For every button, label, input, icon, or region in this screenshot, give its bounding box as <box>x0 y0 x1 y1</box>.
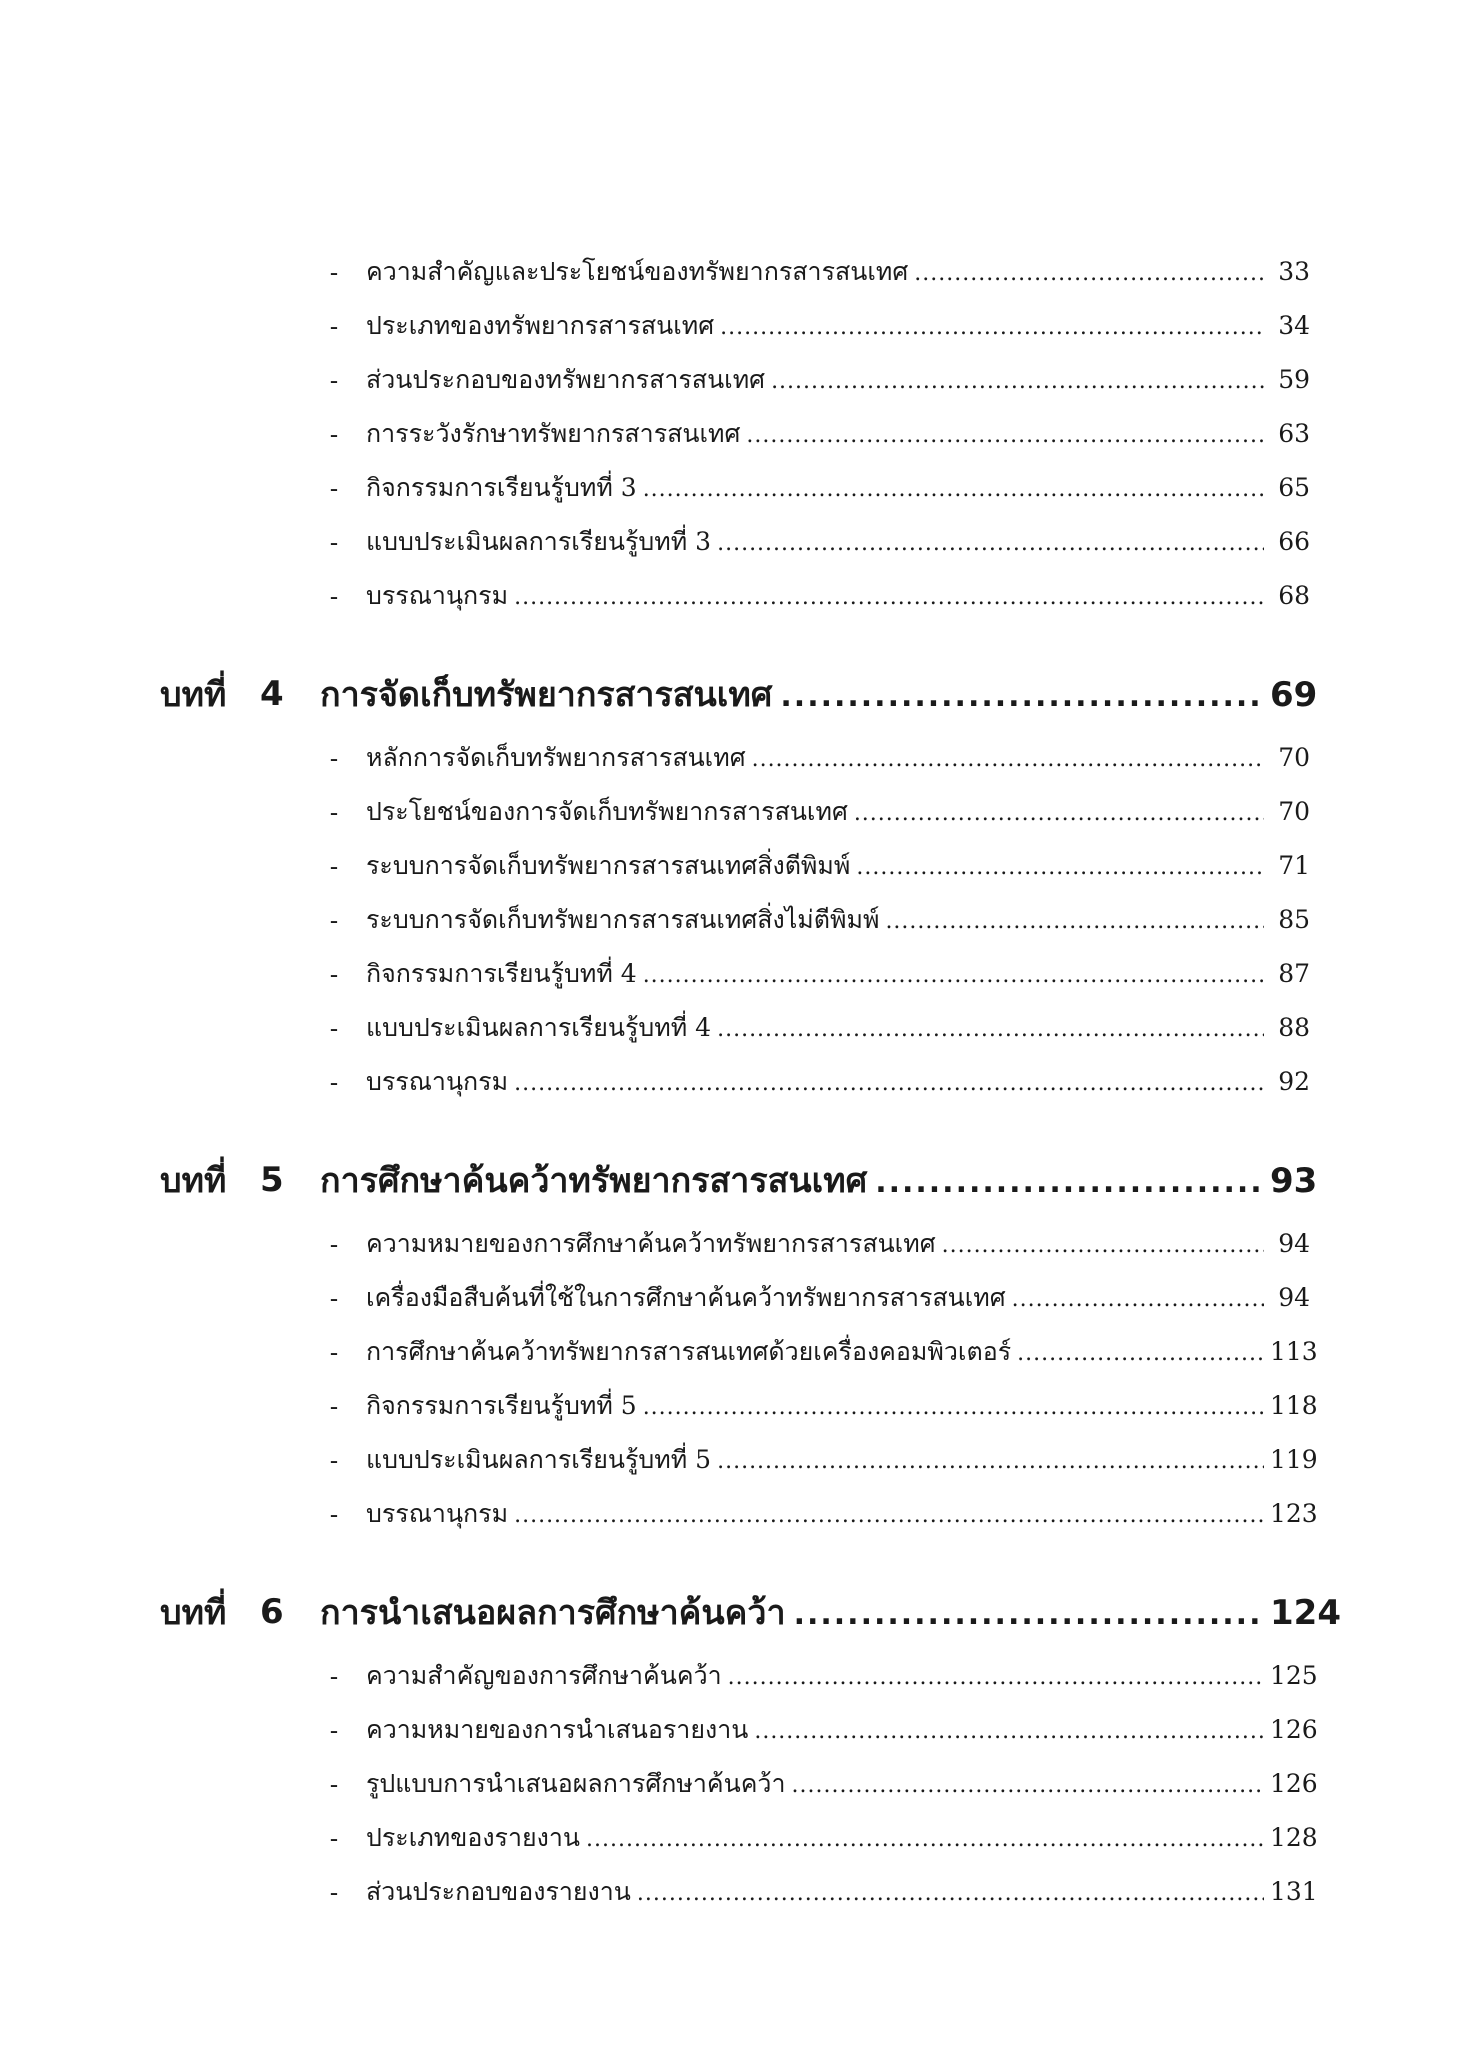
toc-item-page: 123 <box>1270 1499 1318 1528</box>
toc-item-title: การศึกษาค้นคว้าทรัพยากรสารสนเทศด้วยเครื่องคอมพิวเตอร์ <box>366 1337 1012 1366</box>
toc-item[interactable] <box>160 1055 1310 1109</box>
bullet-dash: - <box>329 419 339 449</box>
chapter-heading[interactable] <box>160 657 1318 731</box>
bullet-dash: - <box>329 1337 339 1367</box>
toc-item-title: การระวังรักษาทรัพยากรสารสนเทศ <box>366 419 741 448</box>
bullet-dash: - <box>329 1499 339 1529</box>
bullet-dash: - <box>329 527 339 557</box>
bullet-dash: - <box>329 905 339 935</box>
chapter-heading[interactable] <box>160 1575 1341 1649</box>
toc-item-title: ส่วนประกอบของทรัพยากรสารสนเทศ <box>366 365 766 394</box>
chapter-heading[interactable] <box>160 1143 1318 1217</box>
toc-item-page: 128 <box>1270 1823 1318 1852</box>
toc-item-title: แบบประเมินผลการเรียนรู้บทที่ 3 <box>366 527 712 556</box>
toc-item-title: ประเภทของรายงาน <box>366 1823 580 1852</box>
dot-leader <box>794 1597 1262 1632</box>
toc-item-title: กิจกรรมการเรียนรู้บทที่ 3 <box>366 473 637 502</box>
chapter-number: 5 <box>260 1160 284 1200</box>
dot-leader <box>854 801 1264 826</box>
dot-leader <box>914 261 1264 286</box>
dot-leader <box>771 369 1264 394</box>
toc-item[interactable] <box>160 461 1310 515</box>
toc-item-page: 126 <box>1270 1715 1318 1744</box>
chapter-3-items <box>160 245 1310 623</box>
chapter-number: 4 <box>260 674 284 714</box>
toc-item-page: 126 <box>1270 1769 1318 1798</box>
toc-item-page: 33 <box>1278 257 1310 286</box>
dot-leader <box>637 1881 1264 1906</box>
toc-item[interactable] <box>160 893 1310 947</box>
toc-item-title: เครื่องมือสืบค้นที่ใช้ในการศึกษาค้นคว้าทรัพยากรสารสนเทศ <box>366 1283 1006 1312</box>
bullet-dash: - <box>329 1229 339 1259</box>
toc-item-page: 92 <box>1278 1067 1310 1096</box>
chapter-number: 6 <box>260 1592 284 1632</box>
toc-item-title: ความสำคัญของการศึกษาค้นคว้า <box>366 1661 722 1690</box>
toc-item[interactable] <box>160 1487 1318 1541</box>
bullet-dash: - <box>329 311 339 341</box>
toc-item[interactable] <box>160 1379 1318 1433</box>
chapter-title: การศึกษาค้นคว้าทรัพยากรสารสนเทศ <box>320 1161 868 1201</box>
chapter-title: การนำเสนอผลการศึกษาค้นคว้า <box>320 1593 786 1633</box>
dot-leader <box>780 679 1262 714</box>
toc-item-page: 88 <box>1278 1013 1310 1042</box>
toc-item[interactable] <box>160 1325 1318 1379</box>
dot-leader <box>885 909 1264 934</box>
bullet-dash: - <box>329 1715 339 1745</box>
bullet-dash: - <box>329 1067 339 1097</box>
toc-item[interactable] <box>160 947 1310 1001</box>
chapter-label: บทที่ <box>160 1161 227 1201</box>
chapter-page: 124 <box>1270 1593 1341 1633</box>
bullet-dash: - <box>329 959 339 989</box>
toc-item-page: 59 <box>1278 365 1310 394</box>
toc-item[interactable] <box>160 1865 1318 1919</box>
dot-leader <box>717 531 1264 556</box>
toc-item[interactable] <box>160 1703 1318 1757</box>
dot-leader <box>942 1233 1264 1258</box>
bullet-dash: - <box>329 1823 339 1853</box>
dot-leader <box>752 747 1264 772</box>
bullet-dash: - <box>329 851 339 881</box>
bullet-dash: - <box>329 257 339 287</box>
toc-item-page: 131 <box>1270 1877 1318 1906</box>
table-of-contents <box>160 245 1341 1919</box>
bullet-dash: - <box>329 1013 339 1043</box>
toc-item-page: 70 <box>1278 797 1310 826</box>
dot-leader <box>728 1665 1264 1690</box>
toc-item-title: กิจกรรมการเรียนรู้บทที่ 5 <box>366 1391 637 1420</box>
toc-item[interactable] <box>160 1001 1310 1055</box>
dot-leader <box>643 963 1264 988</box>
toc-item[interactable] <box>160 1433 1318 1487</box>
toc-item-page: 94 <box>1278 1283 1310 1312</box>
dot-leader <box>514 1071 1264 1096</box>
toc-item-title: ความหมายของการศึกษาค้นคว้าทรัพยากรสารสนเทศ <box>366 1229 936 1258</box>
dot-leader <box>720 315 1264 340</box>
toc-item-title: หลักการจัดเก็บทรัพยากรสารสนเทศ <box>366 743 746 772</box>
toc-item-page: 94 <box>1278 1229 1310 1258</box>
toc-item[interactable] <box>160 1271 1310 1325</box>
dot-leader <box>856 855 1264 880</box>
toc-item-title: ความหมายของการนำเสนอรายงาน <box>366 1715 749 1744</box>
bullet-dash: - <box>329 1445 339 1475</box>
toc-item-title: บรรณานุกรม <box>366 1499 509 1528</box>
bullet-dash: - <box>329 365 339 395</box>
toc-item-title: ประโยชน์ของการจัดเก็บทรัพยากรสารสนเทศ <box>366 797 848 826</box>
chapter-label: บทที่ <box>160 1593 227 1633</box>
dot-leader <box>875 1165 1262 1200</box>
toc-item-title: รูปแบบการนำเสนอผลการศึกษาค้นคว้า <box>366 1769 786 1798</box>
toc-item-page: 68 <box>1278 581 1310 610</box>
toc-item[interactable] <box>160 731 1310 785</box>
dot-leader <box>1012 1287 1264 1312</box>
chapter-title: การจัดเก็บทรัพยากรสารสนเทศ <box>320 675 773 715</box>
bullet-dash: - <box>329 1661 339 1691</box>
toc-item-title: ประเภทของทรัพยากรสารสนเทศ <box>366 311 715 340</box>
bullet-dash: - <box>329 1769 339 1799</box>
dot-leader <box>643 477 1264 502</box>
toc-item[interactable] <box>160 839 1310 893</box>
toc-item[interactable] <box>160 407 1310 461</box>
toc-item-title: แบบประเมินผลการเรียนรู้บทที่ 4 <box>366 1013 712 1042</box>
bullet-dash: - <box>329 1877 339 1907</box>
toc-item-page: 85 <box>1278 905 1310 934</box>
chapter-6 <box>160 1575 1341 1919</box>
toc-item-title: แบบประเมินผลการเรียนรู้บทที่ 5 <box>366 1445 712 1474</box>
toc-item[interactable] <box>160 299 1310 353</box>
toc-item-page: 65 <box>1278 473 1310 502</box>
dot-leader <box>754 1719 1264 1744</box>
bullet-dash: - <box>329 743 339 773</box>
toc-item[interactable] <box>160 1649 1318 1703</box>
chapter-page: 69 <box>1270 675 1318 715</box>
bullet-dash: - <box>329 473 339 503</box>
dot-leader <box>514 585 1264 610</box>
toc-item[interactable] <box>160 785 1310 839</box>
toc-item-title: บรรณานุกรม <box>366 581 509 610</box>
dot-leader <box>746 423 1264 448</box>
bullet-dash: - <box>329 797 339 827</box>
toc-item[interactable] <box>160 1811 1318 1865</box>
toc-item-page: 66 <box>1278 527 1310 556</box>
toc-item-title: ระบบการจัดเก็บทรัพยากรสารสนเทศสิ่งไม่ตีพิมพ์ <box>366 905 880 934</box>
chapter-4 <box>160 657 1318 1109</box>
bullet-dash: - <box>329 1391 339 1421</box>
bullet-dash: - <box>329 1283 339 1313</box>
toc-item[interactable] <box>160 515 1310 569</box>
toc-item-page: 113 <box>1270 1337 1318 1366</box>
toc-item-title: บรรณานุกรม <box>366 1067 509 1096</box>
toc-item-page: 70 <box>1278 743 1310 772</box>
toc-item-page: 87 <box>1278 959 1310 988</box>
toc-item-page: 71 <box>1278 851 1310 880</box>
dot-leader <box>514 1503 1264 1528</box>
dot-leader <box>643 1395 1264 1420</box>
dot-leader <box>717 1449 1264 1474</box>
dot-leader <box>1017 1341 1264 1366</box>
chapter-page: 93 <box>1270 1161 1318 1201</box>
chapter-5 <box>160 1143 1318 1541</box>
toc-item[interactable] <box>160 245 1310 299</box>
toc-item-title: ส่วนประกอบของรายงาน <box>366 1877 631 1906</box>
dot-leader <box>586 1827 1264 1852</box>
toc-item-title: กิจกรรมการเรียนรู้บทที่ 4 <box>366 959 637 988</box>
toc-item-title: ความสำคัญและประโยชน์ของทรัพยากรสารสนเทศ <box>366 257 909 286</box>
toc-item-page: 119 <box>1270 1445 1318 1474</box>
toc-item[interactable] <box>160 1757 1318 1811</box>
toc-item-title: ระบบการจัดเก็บทรัพยากรสารสนเทศสิ่งตีพิมพ์ <box>366 851 851 880</box>
bullet-dash: - <box>329 581 339 611</box>
toc-item[interactable] <box>160 1217 1310 1271</box>
toc-item-page: 125 <box>1270 1661 1318 1690</box>
toc-item-page: 118 <box>1270 1391 1318 1420</box>
toc-item-page: 34 <box>1278 311 1310 340</box>
dot-leader <box>792 1773 1265 1798</box>
chapter-label: บทที่ <box>160 675 227 715</box>
toc-item[interactable] <box>160 569 1310 623</box>
toc-item-page: 63 <box>1278 419 1310 448</box>
dot-leader <box>717 1017 1264 1042</box>
toc-item[interactable] <box>160 353 1310 407</box>
